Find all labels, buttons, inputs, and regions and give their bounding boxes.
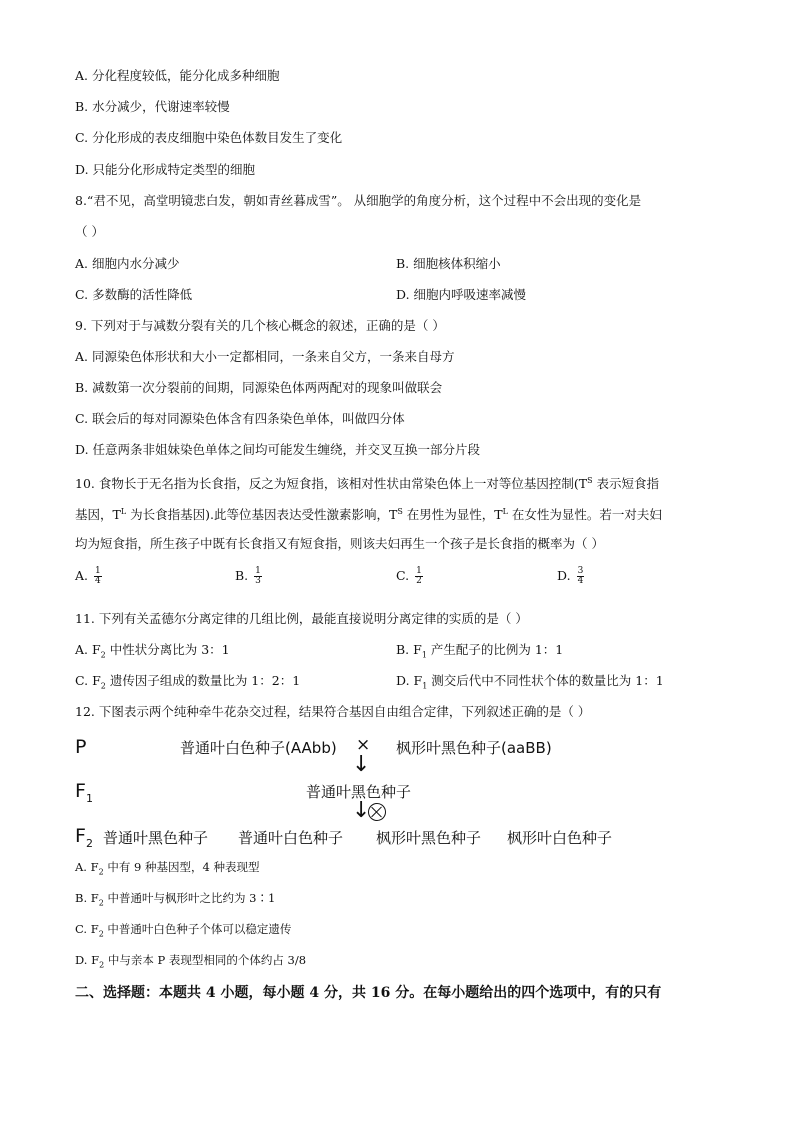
q10-option-d: D. $\frac{3}{4}$ <box>557 566 584 586</box>
q8-option-c: C. 多数酶的活性降低 <box>75 287 193 302</box>
generation-f2-label: $F_2$ <box>75 825 93 850</box>
q11-option-c: C. $F_2$ 遗传因子组成的数量比为 1：2：1 <box>75 673 301 691</box>
q10-stem-line3: 均为短食指，所生孩子中既有长食指又有短食指，则该夫妇再生一个孩子是长食指的概率为（ ） <box>75 536 604 551</box>
q10-option-c: C. $\frac{1}{2}$ <box>396 566 422 586</box>
parent1-label: 普通叶白色种子(AAbb) <box>180 739 337 757</box>
q9-option-c: C. 联会后的每对同源染色体含有四条染色单体，叫做四分体 <box>75 411 405 426</box>
q11-stem: 11. 下列有关孟德尔分离定律的几组比例，最能直接说明分离定律的实质的是（ ） <box>75 611 528 626</box>
q12-option-a: A. $F_2$ 中有 9 种基因型，4 种表现型 <box>75 860 260 877</box>
q12-stem: 12. 下图表示两个纯种牵牛花杂交过程，结果符合基因自由组合定律，下列叙述正确的是（ ） <box>75 704 591 719</box>
q10-option-a: A. $\frac{1}{4}$ <box>75 566 101 586</box>
q8-option-a: A. 细胞内水分减少 <box>75 256 180 271</box>
q11-option-a: A. $F_2$ 中性状分离比为 3：1 <box>75 642 230 660</box>
q8-stem: 8.“君不见，高堂明镜悲白发，朝如青丝暮成雪”。 从细胞学的角度分析，这个过程中不会出现的变化是 <box>75 193 642 208</box>
q12-option-d: D. $F_2$ 中与亲本 P 表现型相同的个体约占 3/8 <box>75 953 307 970</box>
down-arrow-icon: ↓ <box>352 798 371 823</box>
selfing-icon <box>368 803 386 821</box>
q9-option-b: B. 减数第一次分裂前的间期，同源染色体两两配对的现象叫做联会 <box>75 380 443 395</box>
q10-option-b: B. $\frac{1}{3}$ <box>235 566 261 586</box>
q8-option-b: B. 细胞核体积缩小 <box>396 256 501 271</box>
q7-option-a: A. 分化程度较低，能分化成多种细胞 <box>75 68 280 83</box>
q12-option-c: C. $F_2$ 中普通叶白色种子个体可以稳定遗传 <box>75 922 292 939</box>
q9-option-d: D. 任意两条非姐妹染色单体之间均可能发生缠绕，并交叉互换一部分片段 <box>75 442 481 457</box>
q11-option-d: D. $F_1$ 测交后代中不同性状个体的数量比为 1：1 <box>396 673 664 691</box>
f1-label: 普通叶黑色种子 <box>306 783 412 801</box>
q9-option-a: A. 同源染色体形状和大小一定都相同，一条来自父方，一条来自母方 <box>75 349 455 364</box>
q7-option-c: C. 分化形成的表皮细胞中染色体数目发生了变化 <box>75 130 343 145</box>
down-arrow-icon: ↓ <box>352 752 371 777</box>
f2-phenotype-2: 普通叶白色种子 <box>238 829 344 847</box>
q10-stem-line2: 基因，$T^L$ 为长食指基因).此等位基因表达受性激素影响，$T^S$ 在男性为显性，$T^L$ 在女性为显性。若一对夫妇 <box>75 507 662 523</box>
q9-stem: 9. 下列对于与减数分裂有关的几个核心概念的叙述，正确的是（ ） <box>75 318 445 333</box>
q11-option-b: B. $F_1$ 产生配子的比例为 1：1 <box>396 642 564 660</box>
q8-stem-paren: （ ） <box>75 224 104 239</box>
parent2-label: 枫形叶黑色种子(aaBB) <box>396 739 552 757</box>
f2-phenotype-3: 枫形叶黑色种子 <box>376 829 482 847</box>
f2-phenotype-4: 枫形叶白色种子 <box>507 829 613 847</box>
generation-f1-label: $F_1$ <box>75 780 93 805</box>
q10-stem-line1: 10. 食物长于无名指为长食指，反之为短食指，该相对性状由常染色体上一对等位基因控制($T^S$ 表示短食指 <box>75 476 660 492</box>
section-2-heading: 二、选择题：本题共 4 小题，每小题 4 分，共 16 分。在每小题给出的四个选项中，有的只有 <box>75 985 662 1001</box>
q8-option-d: D. 细胞内呼吸速率减慢 <box>396 287 527 302</box>
cross-symbol: × <box>356 735 371 755</box>
q7-option-b: B. 水分减少，代谢速率较慢 <box>75 99 230 114</box>
q7-option-d: D. 只能分化形成特定类型的细胞 <box>75 162 256 177</box>
f2-phenotype-1: 普通叶黑色种子 <box>103 829 209 847</box>
generation-p-label: P <box>75 736 87 758</box>
q12-option-b: B. $F_2$ 中普通叶与枫形叶之比约为 3∶1 <box>75 891 276 908</box>
